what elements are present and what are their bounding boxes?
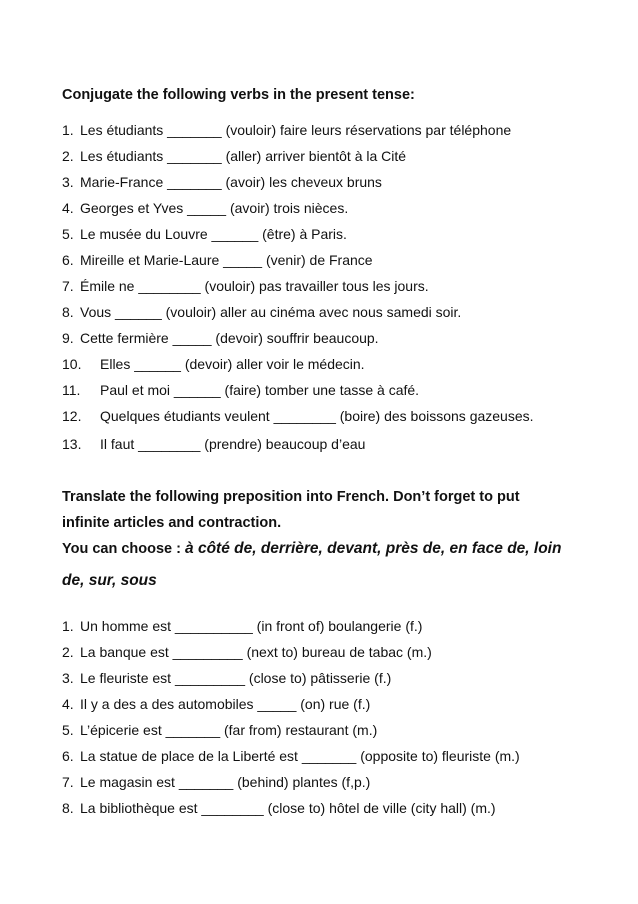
list-item: 13. Il faut ________ (prendre) beaucoup d’eau (62, 436, 366, 452)
list-item: 8. La bibliothèque est ________ (close to) hôtel de ville (city hall) (m.) (62, 800, 496, 816)
choices-list: à côté de, derrière, devant, près de, en face de, loin (185, 540, 562, 557)
list-item: 12. Quelques étudiants veulent ________ (boire) des boissons gazeuses. (62, 408, 534, 424)
list-item: 5. Le musée du Louvre ______ (être) à Paris. (62, 226, 347, 242)
list-item: 3. Marie-France _______ (avoir) les cheveux bruns (62, 174, 382, 190)
list-item: 9. Cette fermière _____ (devoir) souffrir beaucoup. (62, 330, 379, 346)
list-item: 10. Elles ______ (devoir) aller voir le médecin. (62, 356, 365, 372)
section1-title: Conjugate the following verbs in the present tense: (62, 87, 415, 103)
list-item: 2. Les étudiants _______ (aller) arriver bientôt à la Cité (62, 148, 407, 164)
list-item: 3. Le fleuriste est _________ (close to) pâtisserie (f.) (62, 670, 392, 686)
list-item: 1. Un homme est __________ (in front of) boulangerie (f.) (62, 618, 423, 634)
list-item: 4. Il y a des a des automobiles _____ (on) rue (f.) (62, 696, 371, 712)
list-item: 6. Mireille et Marie-Laure _____ (venir) de France (62, 252, 373, 268)
section2-choices-line1 (62, 536, 582, 562)
section2-instructions (62, 484, 582, 594)
section2-title-line1: Translate the following preposition into French. Don’t forget to put (62, 489, 520, 505)
list-item: 8. Vous ______ (vouloir) aller au cinéma avec nous samedi soir. (62, 304, 462, 320)
list-item: 4. Georges et Yves _____ (avoir) trois nièces. (62, 200, 349, 216)
choose-label: You can choose : (62, 541, 186, 557)
list-item: 5. L’épicerie est _______ (far from) restaurant (m.) (62, 722, 378, 738)
section2-title-line2: infinite articles and contraction. (62, 515, 282, 531)
list-item: 6. La statue de place de la Liberté est _______ (opposite to) fleuriste (m.) (62, 748, 520, 764)
section2-choices-line2: de, sur, sous (62, 572, 157, 589)
list-item: 7. Émile ne ________ (vouloir) pas travailler tous les jours. (62, 278, 429, 294)
list-item: 1. Les étudiants _______ (vouloir) faire leurs réservations par téléphone (62, 122, 512, 138)
list-item: 11. Paul et moi ______ (faire) tomber une tasse à café. (62, 382, 420, 398)
list-item: 2. La banque est _________ (next to) bureau de tabac (m.) (62, 644, 432, 660)
list-item: 7. Le magasin est _______ (behind) plantes (f,p.) (62, 774, 371, 790)
